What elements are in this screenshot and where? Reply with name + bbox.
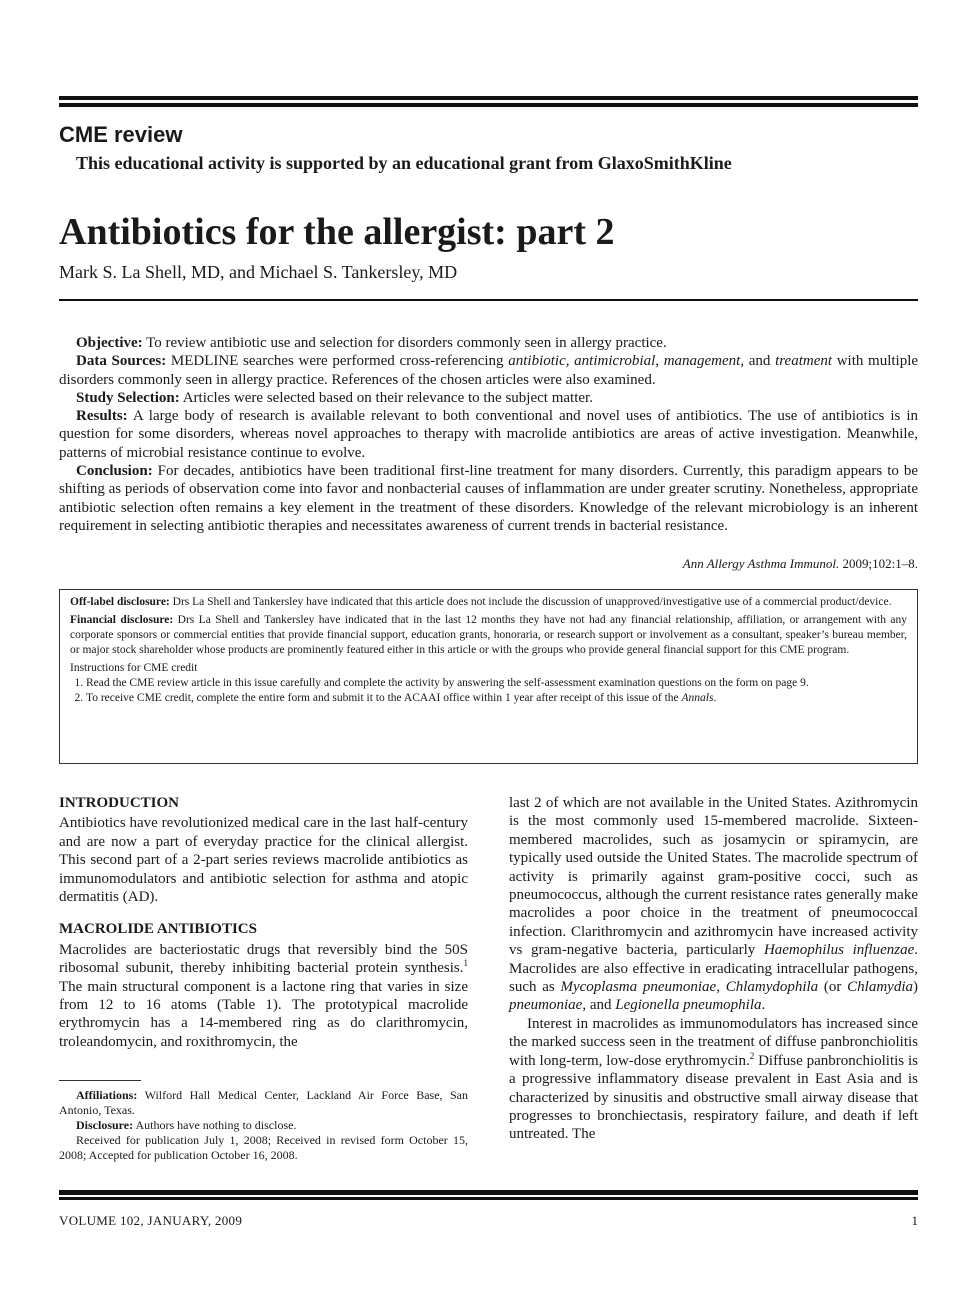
received-note: Received for publication July 1, 2008; Received in revised form October 15, 2008; Accepted for publication October 16, 2008. bbox=[59, 1133, 468, 1162]
citation-journal: Ann Allergy Asthma Immunol. bbox=[682, 556, 840, 571]
punctuation: ) bbox=[913, 979, 919, 996]
search-term: treatment bbox=[775, 353, 833, 370]
page-number: 1 bbox=[911, 1213, 918, 1228]
bottom-thick-rule bbox=[59, 1190, 918, 1195]
organism-name: Haemophilus influenzae bbox=[763, 942, 915, 959]
organism-name: pneumoniae bbox=[509, 997, 583, 1014]
macrolide-text: Macrolides are bacteriostatic drugs that reversibly bind the 50S ribosomal subunit, thereby inhibiting bacterial protein synthesis. bbox=[59, 941, 468, 977]
instruction-end: . bbox=[713, 692, 717, 704]
offlabel-text: Drs La Shell and Tankersley have indicated that this article does not include the discussion of unapproved/investigative use of a commercial product/device. bbox=[172, 596, 892, 608]
footer-volume: VOLUME 102, JANUARY, 2009 bbox=[59, 1213, 243, 1228]
offlabel-disclosure bbox=[70, 595, 907, 610]
instruction-journal: Annals bbox=[681, 692, 714, 704]
abstract-study-selection bbox=[59, 389, 918, 407]
abstract-results bbox=[59, 407, 918, 462]
conclusion-text: For decades, antibiotics have been traditional first-line treatment for many disorders. Currently, this paradigm appears to be shifting as periods of observation come into favor and nonbacterial causes of inflammation are under greater scrutiny. Nonetheless, appropriate antibiotic selection often remains a key element in the treatment of these disorders. Knowledge of the relevant microbiology is an inherent requirement in selecting antibiotic therapies and necessitates awareness of current trends in bacterial resistance. bbox=[59, 463, 918, 534]
affiliations-text: Wilford Hall Medical Center, Lackland Air Force Base, San Antonio, Texas. bbox=[59, 1088, 468, 1117]
spectrum-text-cont: . Macrolides are also effective in eradicating intracellular pathogens, such as bbox=[509, 942, 918, 996]
disclosure-label: Disclosure: bbox=[76, 1118, 134, 1132]
financial-text: Drs La Shell and Tankersley have indicated that in the last 12 months they have not had any financial relationship, affiliation, or arrangement with any corporate sponsors or commercial entities that provide financial support, education grants, honoraria, or research support or involvement as a consultant, speaker’s bureau member, or major stock shareholder whose products are prominently featured either in this article or with the groups who provide general financial support for this CME program. bbox=[70, 614, 908, 656]
cme-instruction-item bbox=[86, 691, 907, 706]
cme-instructions-list bbox=[70, 676, 907, 706]
top-thick-rule bbox=[59, 96, 918, 100]
financial-disclosure bbox=[70, 613, 907, 658]
footnote-rule bbox=[59, 1080, 141, 1081]
journal-citation bbox=[683, 556, 918, 572]
data-sources-label: Data Sources: bbox=[76, 353, 167, 370]
conclusion-label: Conclusion: bbox=[76, 463, 153, 480]
instruction-text: To receive CME credit, complete the entire form and submit it to the ACAAI office within 1 year after receipt of this issue of the bbox=[86, 692, 679, 704]
citation-details: 2009;102:1–8. bbox=[842, 556, 918, 571]
grant-statement: This educational activity is supported by an educational grant from GlaxoSmithKline bbox=[76, 153, 732, 173]
financial-label: Financial disclosure: bbox=[70, 614, 174, 626]
abstract-conclusion bbox=[59, 462, 918, 535]
organism-name: Chlamydia bbox=[847, 979, 914, 996]
top-second-rule bbox=[59, 103, 918, 107]
macrolide-heading: MACROLIDE ANTIBIOTICS bbox=[59, 921, 257, 938]
punctuation: . bbox=[761, 997, 766, 1014]
affiliations-note bbox=[59, 1088, 468, 1118]
results-text: A large body of research is available relevant to both conventional and novel uses of antibiotics. The use of antibiotics is in question for some disorders, whereas novel approaches to therapy with macrolide antibiotics are areas of active investigation. Meanwhile, patterns of microbial resistance continue to evolve. bbox=[59, 408, 918, 461]
data-sources-text: MEDLINE searches were performed cross-referencing bbox=[170, 353, 504, 370]
footnotes bbox=[59, 1080, 468, 1163]
bottom-second-rule bbox=[59, 1197, 918, 1200]
abstract-objective bbox=[59, 334, 918, 352]
macrolide-spectrum-paragraph bbox=[509, 794, 918, 1015]
spectrum-text: last 2 of which are not available in the United States. Azithromycin is the most commonly used 15-membered macrolide. Sixteen-membered macrolides, such as josamycin or spiramycin, are typically used outside the United States. The macrolide spectrum of activity is primarily against gram-positive cocci, such as pneumococcus, although the current resistance rates generally make macrolides a poor choice in the treatment of pneumococcal infection. Clarithromycin and azithromycin have increased activity vs gram-negative bacteria, particularly bbox=[509, 795, 918, 959]
search-term: antibiotic bbox=[508, 353, 566, 370]
results-label: Results: bbox=[76, 408, 128, 425]
title-divider bbox=[59, 299, 918, 301]
reference-superscript: 1 bbox=[463, 958, 468, 969]
disclosure-note bbox=[59, 1118, 468, 1133]
introduction-paragraph: Antibiotics have revolutionized medical care in the last half-century and are now a part of everyday practice for the clinical allergist. This second part of a 2-part series reviews macrolide antibiotics as immunomodulators and antibiotic selection for asthma and atopic dermatitis (AD). bbox=[59, 815, 468, 906]
offlabel-label: Off-label disclosure: bbox=[70, 596, 170, 608]
disclosure-text: Authors have nothing to disclose. bbox=[135, 1118, 297, 1132]
affiliations-label: Affiliations: bbox=[76, 1088, 138, 1102]
body-column-right bbox=[509, 794, 918, 1144]
section-label: CME review bbox=[59, 122, 183, 147]
search-term: management bbox=[663, 353, 741, 370]
immunomodulator-paragraph bbox=[509, 1015, 918, 1144]
body-column-left bbox=[59, 794, 468, 1051]
search-term: antimicrobial bbox=[574, 353, 656, 370]
conjunction: (or bbox=[818, 979, 848, 996]
objective-label: Objective: bbox=[76, 335, 143, 351]
objective-text: To review antibiotic use and selection for disorders commonly seen in allergy practice. bbox=[146, 335, 667, 351]
organism-name: Chlamydophila bbox=[725, 979, 819, 996]
cme-instructions-title: Instructions for CME credit bbox=[70, 662, 198, 674]
article-authors: Mark S. La Shell, MD, and Michael S. Tankersley, MD bbox=[59, 262, 458, 282]
article-title: Antibiotics for the allergist: part 2 bbox=[59, 211, 615, 253]
abstract-data-sources: Data Sources: MEDLINE searches were performed cross-referencing antibiotic, antimicrobial, management, and treatment with multiple disorders commonly seen in allergy practice. References of the chosen articles were also examined. bbox=[59, 353, 919, 388]
conjunction: , and bbox=[740, 353, 771, 370]
introduction-heading: INTRODUCTION bbox=[59, 795, 180, 811]
macrolide-paragraph bbox=[59, 941, 468, 1051]
study-selection-text: Articles were selected based on their relevance to the subject matter. bbox=[182, 389, 593, 406]
organism-name: Legionella pneumophila bbox=[615, 997, 762, 1014]
conjunction: , and bbox=[582, 997, 612, 1014]
abstract bbox=[59, 334, 918, 535]
punctuation: , bbox=[716, 979, 720, 996]
immunomodulator-text-cont: Diffuse panbronchiolitis is a progressive inflammatory disease prevalent in East Asia and is characterized by sinusitis and obstructive small airway disease that progresses to bronchiectasis, respiratory failure, and death if left untreated. The bbox=[509, 1052, 918, 1143]
study-selection-label: Study Selection: bbox=[76, 389, 180, 406]
disclosure-box bbox=[59, 589, 918, 764]
macrolide-text-cont: The main structural component is a lactone ring that varies in size from 12 to 16 atoms (Table 1). The prototypical macrolide erythromycin has a 14-membered ring as do clarithromycin, troleandomycin, and roxithromycin, the bbox=[59, 978, 468, 1050]
data-sources-text-cont: with multiple disorders commonly seen in allergy practice. References of the chosen articles were also examined. bbox=[59, 353, 919, 388]
cme-instruction-item: 1. Read the CME review article in this issue carefully and complete the activity by answering the self-assessment examination questions on the form on page 9. bbox=[86, 676, 907, 691]
reference-superscript: 2 bbox=[749, 1050, 755, 1061]
organism-name: Mycoplasma pneumoniae bbox=[560, 979, 717, 996]
immunomodulator-text: Interest in macrolides as immunomodulators has increased since the marked success seen in the treatment of diffuse panbronchiolitis with long-term, low-dose erythromycin. bbox=[509, 1015, 918, 1069]
